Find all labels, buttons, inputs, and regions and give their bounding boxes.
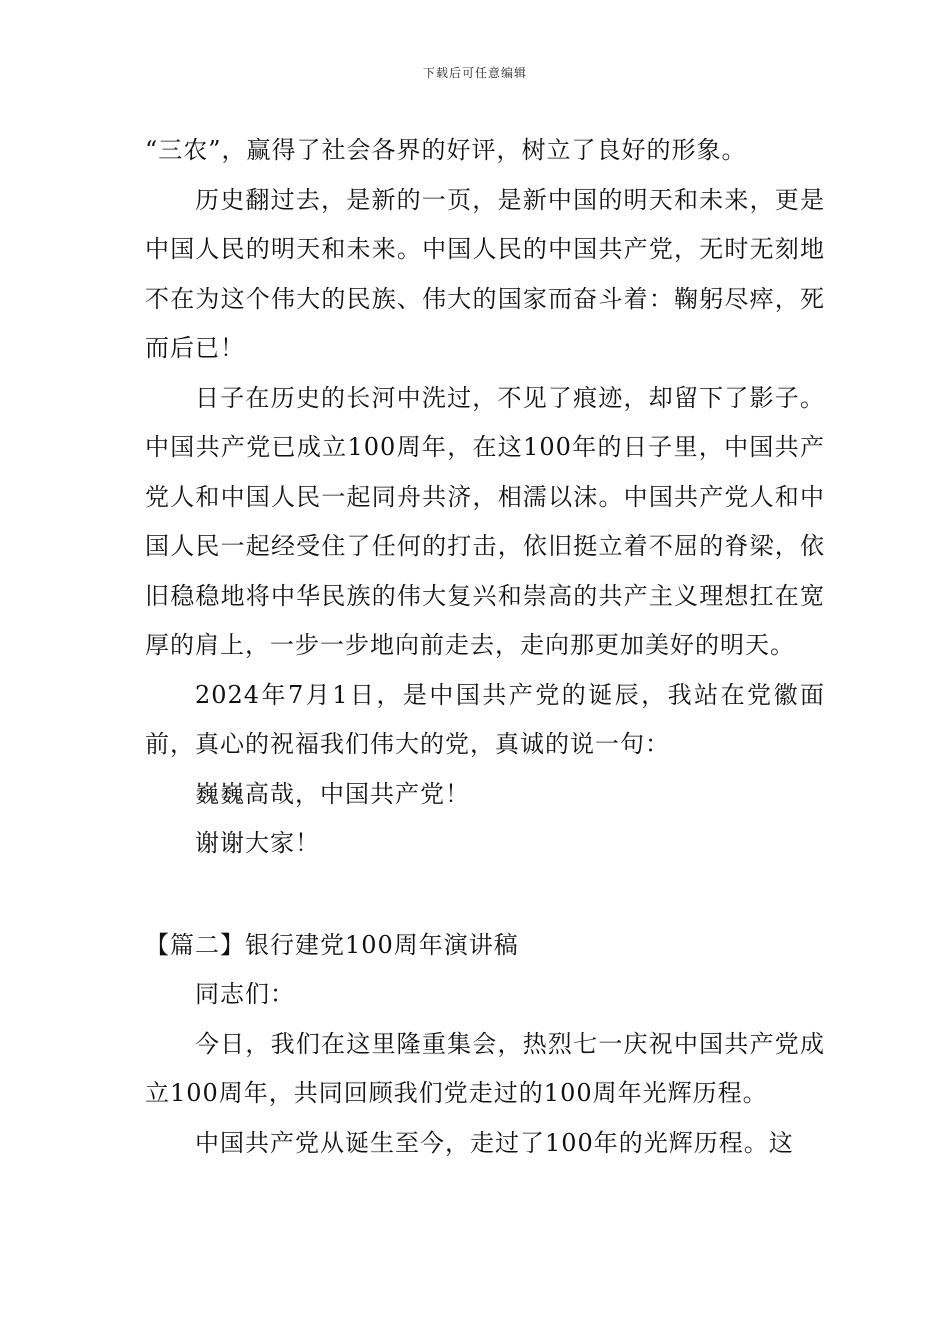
- section-heading: 【篇二】银行建党100周年演讲稿: [145, 930, 519, 959]
- paragraph: 2024年7月1日，是中国共产党的诞辰，我站在党徽面前，真心的祝福我们伟大的党，真诚的说一句：: [145, 680, 825, 758]
- paragraph: 日子在历史的长河中洗过，不见了痕迹，却留下了影子。中国共产党已成立100周年，在这100年的日子里，中国共产党人和中国人民一起同舟共济，相濡以沫。中国共产党人和中国人民一起经受住了任何的打击，依旧挺立着不屈的脊梁，依旧稳稳地将中华民族的伟大复兴和崇高的共产主义理想扛在宽厚的肩上，一步一步地向前走去，走向那更加美好的明天。: [145, 383, 825, 659]
- document-body: [145, 126, 825, 1168]
- paragraph: 谢谢大家！: [195, 829, 320, 857]
- paragraph: 巍巍高哉，中国共产党！: [195, 779, 470, 808]
- paragraph: 历史翻过去，是新的一页，是新中国的明天和未来，更是中国人民的明天和未来。中国人民的中国共产党，无时无刻地不在为这个伟大的民族、伟大的国家而奋斗着：鞠躬尽瘁，死而后已！: [145, 185, 825, 362]
- paragraph: 今日，我们在这里隆重集会，热烈七一庆祝中国共产党成立100周年，共同回顾我们党走过的100周年光辉历程。: [145, 1029, 825, 1107]
- paragraph-continuation: “三农”，赢得了社会各界的好评，树立了良好的形象。: [145, 136, 747, 164]
- paragraph-salutation: 同志们：: [195, 980, 295, 1008]
- section-spacer: [145, 869, 825, 921]
- page-header: 下载后可任意编辑: [422, 66, 527, 80]
- paragraph: 中国共产党从诞生至今，走过了100年的光辉历程。这: [195, 1128, 794, 1157]
